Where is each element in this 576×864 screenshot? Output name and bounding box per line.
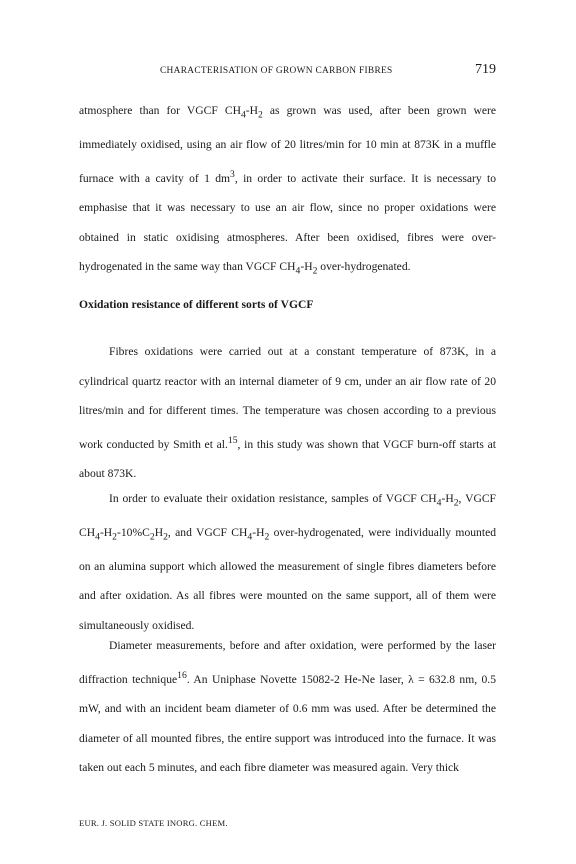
citation-superscript: 15 — [227, 434, 238, 446]
paragraph-3-text-5: -10%C — [117, 525, 150, 539]
paragraph-3-text-2: -H — [441, 492, 454, 505]
paragraph-3-text-6: H — [154, 525, 164, 539]
paragraph-2-text-1: Fibres oxidations were carried out at a constant temperature of 873K, in a cylindrical quartz reactor with an internal diameter of 9 cm, under an air flow rate of 20 litres/min and for different times. The temperature was chosen according to a previous work conducted by Smith et al. — [79, 345, 496, 451]
subscript: 4 — [95, 531, 100, 543]
subscript: 4 — [295, 265, 301, 277]
subscript: 4 — [240, 109, 246, 121]
paragraph-3-text-1: In order to evaluate their oxidation resistance, samples of VGCF CH — [109, 492, 437, 505]
paragraph-4-text-2: . An Uniphase Novette 15082-2 He-Ne laser, λ = 632.8 nm, 0.5 mW, and with an incident beam diameter of 0.6 mm was used. After be determined the diameter of all mounted fibres, the entire support was introduced into the furnace. It was taken out each 5 minutes, and each fibre diameter was measured again. Very thick — [79, 672, 496, 775]
paragraph-1-text-3: as grown was used, after been grown were immediately oxidised, using an air flow of 20 litres/min for 10 min at 873K in a muffle furnace with a cavity of 1 dm — [79, 104, 496, 185]
running-title: CHARACTERISATION OF GROWN CARBON FIBRES — [160, 66, 393, 76]
paragraph-3-text-3: , VGCF CH — [79, 492, 497, 539]
paragraph-1 — [79, 96, 496, 286]
subscript: 4 — [436, 497, 442, 509]
subscript: 4 — [247, 531, 253, 543]
paragraph-1-text-4: , in order to activate their surface. It is necessary to emphasise that it was necessary to use an air flow, since no proper oxidations were obtained in static oxidising atmospheres. After been oxidised, fibres were over-hydrogenated in the same way than VGCF CH — [79, 171, 496, 274]
paragraph-2-text-2: , in this study was shown that VGCF burn-off starts at about 873K. — [79, 437, 496, 481]
subscript: 2 — [112, 531, 117, 543]
subscript: 2 — [312, 265, 318, 277]
paragraph-3 — [79, 484, 496, 641]
superscript: 3 — [230, 168, 235, 180]
paragraph-3-text-4: -H — [99, 525, 113, 539]
paragraph-1-text-1: atmosphere than for VGCF CH — [79, 104, 241, 117]
paragraph-2 — [79, 337, 496, 489]
paragraph-3-text-7: , and VGCF CH — [167, 525, 248, 539]
paragraph-3-text-9: over-hydrogenated, were individually mounted on an alumina support which allowed the measurement of single fibres diameters before and after oxidation. As all fibres were mounted on the same support, all of them were simultaneously oxidised. — [79, 525, 497, 632]
paragraph-1-text-6: over-hydrogenated. — [317, 260, 411, 274]
journal-footer: EUR. J. SOLID STATE INORG. CHEM. — [79, 818, 228, 828]
page-number: 719 — [475, 62, 496, 77]
citation-superscript: 16 — [177, 669, 187, 681]
paragraph-4-text-1: Diameter measurements, before and after oxidation, were performed by the laser diffraction technique — [79, 639, 496, 686]
paragraph-1-text-2: -H — [245, 104, 259, 117]
subscript: 2 — [453, 497, 459, 509]
paragraph-4 — [79, 631, 496, 783]
paragraph-1-text-5: -H — [300, 260, 313, 274]
subscript: 2 — [163, 531, 168, 543]
subscript: 2 — [149, 531, 155, 543]
paragraph-3-text-8: -H — [252, 525, 265, 539]
running-header — [0, 62, 576, 82]
subscript: 2 — [264, 531, 270, 543]
subscript: 2 — [258, 109, 263, 121]
section-heading: Oxidation resistance of different sorts of VGCF — [79, 298, 314, 311]
